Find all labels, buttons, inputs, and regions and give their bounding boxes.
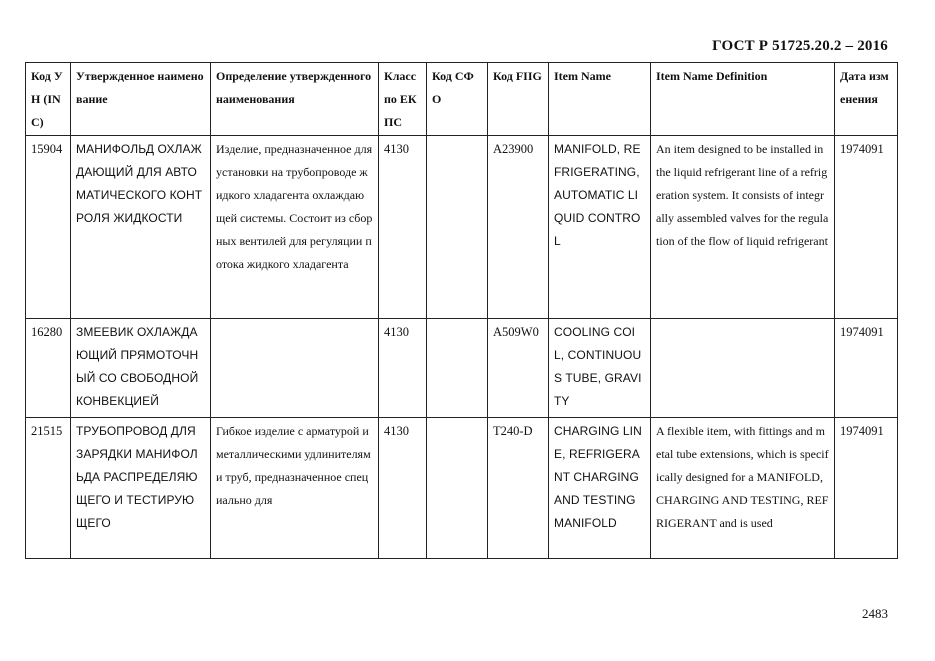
- page-number: 2483: [862, 606, 888, 621]
- table-row: [26, 319, 898, 418]
- cell-class: 4130: [379, 319, 427, 418]
- header-item-definition: Item Name Definition: [651, 63, 835, 136]
- header-fiig-code: Код FIIG: [488, 63, 549, 136]
- cell-code: 15904: [26, 136, 71, 319]
- cell-item-definition: [651, 319, 835, 418]
- cell-fiig-code: T240-D: [488, 418, 549, 559]
- table-row: [26, 418, 898, 559]
- header-row: [26, 63, 898, 136]
- cell-item-definition: An item designed to be installed in the liquid refrigerant line of a refrigeration system. It consists of integrally assembled valves for the regulation of the flow of liquid refrigerant: [651, 136, 835, 319]
- cell-name-definition: Изделие, предназначенное для установки на трубопроводе жидкого хладагента охлаждающей системы. Состоит из сборных вентилей для регуляции потока жидкого хладагента: [211, 136, 379, 319]
- cell-change-date: 1974091: [835, 418, 898, 559]
- cell-approved-name: ТРУБОПРОВОД ДЛЯ ЗАРЯДКИ МАНИФОЛЬДА РАСПРЕДЕЛЯЮЩЕГО И ТЕСТИРУЮЩЕГО: [71, 418, 211, 559]
- cell-approved-name: ЗМЕЕВИК ОХЛАЖДАЮЩИЙ ПРЯМОТОЧНЫЙ СО СВОБОДНОЙ КОНВЕКЦИЕЙ: [71, 319, 211, 418]
- cell-class: 4130: [379, 136, 427, 319]
- header-item-name: Item Name: [549, 63, 651, 136]
- cell-sfo-code: [427, 136, 488, 319]
- item-registry-table: [25, 62, 898, 559]
- cell-item-definition: A flexible item, with fittings and metal tube extensions, which is specifically designed for a MANIFOLD, CHARGING AND TESTING, REFRIGERANT and is used: [651, 418, 835, 559]
- cell-item-name: COOLING COIL, CONTINUOUS TUBE, GRAVITY: [549, 319, 651, 418]
- cell-code: 21515: [26, 418, 71, 559]
- header-approved-name: Утвержденное наименование: [71, 63, 211, 136]
- header-sfo-code: Код СФО: [427, 63, 488, 136]
- header-name-definition: Определение утвержденного наименования: [211, 63, 379, 136]
- header-class: Класс по ЕКПС: [379, 63, 427, 136]
- cell-name-definition: [211, 319, 379, 418]
- cell-fiig-code: A509W0: [488, 319, 549, 418]
- cell-item-name: CHARGING LINE, REFRIGERANT CHARGING AND TESTING MANIFOLD: [549, 418, 651, 559]
- cell-change-date: 1974091: [835, 136, 898, 319]
- cell-code: 16280: [26, 319, 71, 418]
- table-row: [26, 136, 898, 319]
- document-standard-title: ГОСТ Р 51725.20.2 – 2016: [712, 38, 888, 54]
- cell-class: 4130: [379, 418, 427, 559]
- cell-sfo-code: [427, 418, 488, 559]
- cell-item-name: MANIFOLD, REFRIGERATING, AUTOMATIC LIQUID CONTROL: [549, 136, 651, 319]
- cell-sfo-code: [427, 319, 488, 418]
- cell-change-date: 1974091: [835, 319, 898, 418]
- cell-approved-name: МАНИФОЛЬД ОХЛАЖДАЮЩИЙ ДЛЯ АВТОМАТИЧЕСКОГО КОНТРОЛЯ ЖИДКОСТИ: [71, 136, 211, 319]
- table-header: [26, 63, 898, 136]
- header-code: Код УН (INC): [26, 63, 71, 136]
- header-change-date: Дата изменения: [835, 63, 898, 136]
- cell-fiig-code: A23900: [488, 136, 549, 319]
- cell-name-definition: Гибкое изделие с арматурой и металлическими удлинителями труб, предназначенное специально для: [211, 418, 379, 559]
